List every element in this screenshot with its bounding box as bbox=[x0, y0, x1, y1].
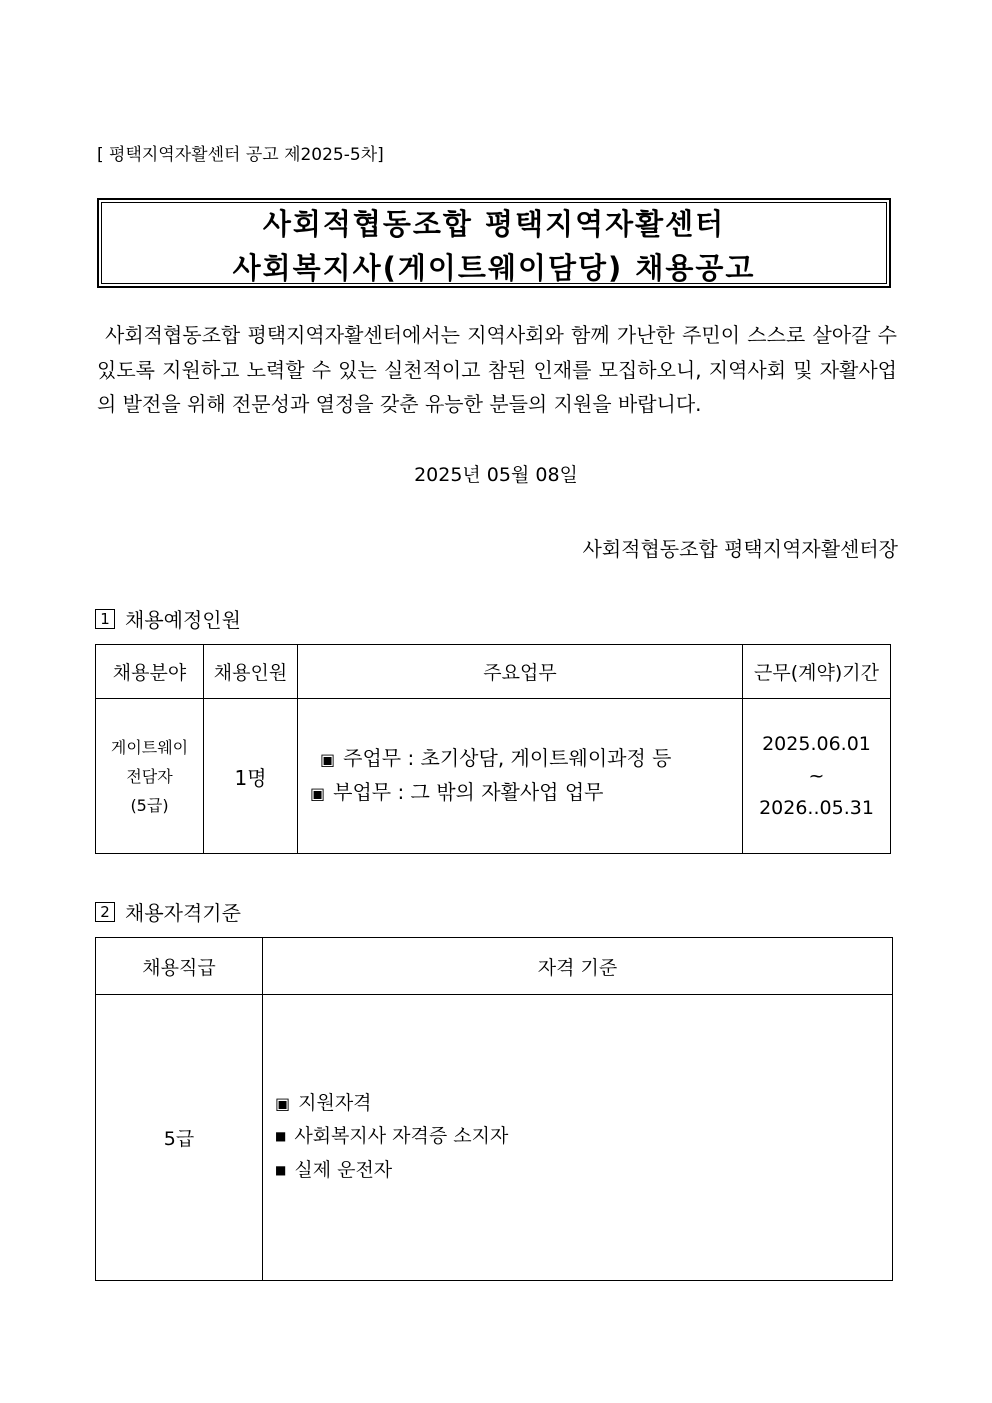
header-duty: 주요업무 bbox=[298, 645, 743, 699]
intro-paragraph bbox=[97, 318, 897, 422]
list-item bbox=[275, 1154, 892, 1188]
box-bullet-icon: ▣ bbox=[320, 750, 336, 769]
cell-duties bbox=[298, 699, 743, 854]
intro-text: 사회적협동조합 평택지역자활센터에서는 지역사회와 함께 가난한 주민이 스스로 살아갈 수 있도록 지원하고 노력할 수 있는 실천적이고 참된 인재를 모집하오니, 지역사회 및 자활사업의 발전을 위해 전문성과 열정을 갖춘 유능한 분들의 지원을 바랍니다. bbox=[97, 323, 897, 416]
qual-item-text: 사회복지사 자격증 소지자 bbox=[294, 1125, 509, 1147]
title-line-2: 사회복지사(게이트웨이담당) 채용공고 bbox=[232, 251, 756, 285]
table-row bbox=[96, 995, 893, 1281]
list-item bbox=[275, 1120, 892, 1154]
cell-criteria bbox=[263, 995, 893, 1281]
header-period: 근무(계약)기간 bbox=[743, 645, 891, 699]
table-header-row bbox=[96, 645, 891, 699]
cell-field bbox=[96, 699, 204, 854]
notice-number: [ 평택지역자활센터 공고 제2025-5차] bbox=[97, 145, 384, 165]
section-2-title: 채용자격기준 bbox=[125, 901, 241, 925]
duty-sub-text: 부업무 : 그 밖의 자활사업 업무 bbox=[333, 780, 604, 804]
field-line-3: (5급) bbox=[130, 795, 169, 815]
qual-item-text: 실제 운전자 bbox=[294, 1159, 393, 1181]
header-criteria: 자격 기준 bbox=[263, 938, 893, 995]
cell-count: 1명 bbox=[204, 699, 298, 854]
header-field: 채용분야 bbox=[96, 645, 204, 699]
table-header-row bbox=[96, 938, 893, 995]
header-count: 채용인원 bbox=[204, 645, 298, 699]
section-1-heading bbox=[95, 604, 241, 633]
title-box bbox=[97, 198, 891, 288]
cell-period bbox=[743, 699, 891, 854]
field-line-1: 게이트웨이 bbox=[110, 737, 189, 757]
cell-grade: 5급 bbox=[96, 995, 263, 1281]
qualification-table bbox=[95, 937, 893, 1281]
qual-title-text: 지원자격 bbox=[298, 1092, 372, 1114]
qual-title bbox=[275, 1087, 892, 1120]
section-2-heading bbox=[95, 897, 241, 926]
duty-main bbox=[310, 742, 742, 776]
duty-sub bbox=[310, 776, 742, 810]
square-bullet-icon: ■ bbox=[275, 1129, 287, 1143]
announcement-date: 2025년 05월 08일 bbox=[414, 464, 578, 486]
section-1-number: 1 bbox=[95, 609, 115, 629]
box-bullet-icon: ▣ bbox=[310, 784, 326, 803]
signer: 사회적협동조합 평택지역자활센터장 bbox=[582, 537, 898, 561]
header-grade: 채용직급 bbox=[96, 938, 263, 995]
table-row bbox=[96, 699, 891, 854]
period-separator: ~ bbox=[808, 765, 825, 787]
field-line-2: 전담자 bbox=[126, 766, 173, 786]
section-2-number: 2 bbox=[95, 902, 115, 922]
period-end: 2026..05.31 bbox=[759, 797, 874, 819]
recruitment-table bbox=[95, 644, 891, 854]
section-1-title: 채용예정인원 bbox=[125, 608, 241, 632]
duty-main-text: 주업무 : 초기상담, 게이트웨이과정 등 bbox=[343, 746, 672, 770]
box-bullet-icon: ▣ bbox=[275, 1094, 291, 1113]
period-start: 2025.06.01 bbox=[762, 733, 871, 755]
square-bullet-icon: ■ bbox=[275, 1163, 287, 1177]
title-line-1: 사회적협동조합 평택지역자활센터 bbox=[262, 207, 726, 241]
